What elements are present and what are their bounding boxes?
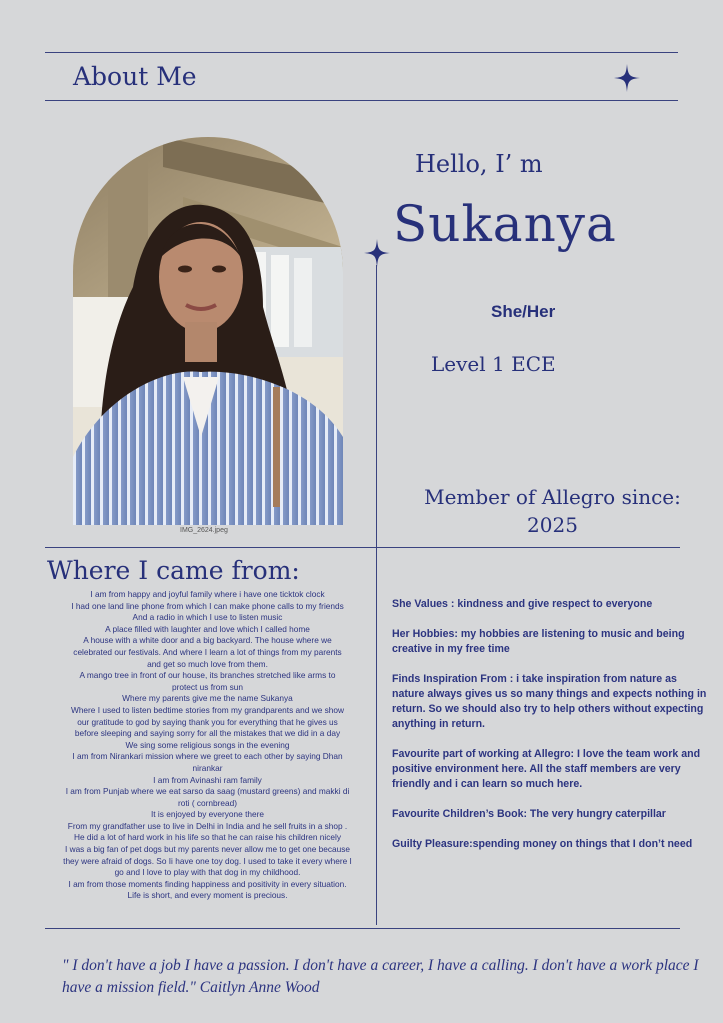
pronouns: She/Her	[491, 302, 556, 321]
poem-line: before sleeping and saying sorry for all the mistakes that we did in a day	[74, 728, 341, 739]
poem-line: And a radio in which I use to listen music	[132, 612, 283, 623]
poem-line: celebrated our festivals. And where I learn a lot of things from my parents	[73, 646, 342, 657]
fact-item: Favourite part of working at Allegro: I love the team work and positive environment here. All the staff members are very friendly and i can learn so much here.	[392, 748, 701, 790]
poem-line: Where I used to listen bedtime stories from my grandparents and we show	[70, 704, 344, 715]
member-since	[420, 483, 685, 539]
origin-poem	[45, 589, 370, 902]
poem-line: I am from happy and joyful family where i have one ticktok clock	[90, 589, 325, 599]
poem-line: A mango tree in front of our house, its branches stretched like arms to	[79, 670, 336, 681]
poem-line: A house with a white door and a big backyard. The house where we	[83, 635, 332, 646]
poem-line: I was a big fan of pet dogs but my parents never allow me to get one because	[64, 844, 351, 855]
poem-line: I am from Punjab where we eat sarso da saag (mustard greens) and makki di	[65, 786, 350, 797]
poem-line: they were afraid of dogs. So Ii have one toy dog. I used to take it every where I	[63, 855, 352, 866]
member-label: Member of Allegro since:	[424, 485, 681, 509]
header-bottom-rule	[45, 100, 678, 101]
poem-line: We sing some religious songs in the evening	[125, 739, 290, 750]
profile-photo	[73, 137, 343, 525]
poem-line: I am from Nirankari mission where we greet to each other by saying Dhan	[72, 751, 343, 762]
sparkle-star-icon	[614, 64, 640, 92]
middle-rule	[45, 547, 680, 548]
center-divider	[376, 265, 377, 925]
bottom-rule	[45, 928, 680, 929]
poem-line: I am from Avinashi ram family	[153, 774, 262, 785]
page-title: About Me	[73, 62, 197, 91]
fact-item: Her Hobbies: my hobbies are listening to music and being creative in my free time	[392, 628, 685, 655]
poem-line: A place filled with laughter and love which I called home	[105, 623, 310, 634]
origin-heading: Where I came from:	[47, 556, 300, 585]
poem-line: I am from those moments finding happiness and positivity in every situation.	[68, 878, 347, 889]
quote: " I don't have a job I have a passion. I don't have a career, I have a calling. I don't have a work place I have a mission field." Caitlyn Anne Wood	[62, 957, 699, 996]
person-name: Sukanya	[393, 195, 617, 253]
poem-line: nirankar	[192, 762, 223, 773]
level: Level 1 ECE	[431, 352, 556, 376]
poem-line: He did a lot of hard work in his life so that he can raise his children nicely	[73, 832, 342, 843]
poem-line: From my grandfather use to live in Delhi in India and he sell fruits in a shop .	[67, 820, 348, 831]
poem-line: Where my parents give me the name Sukanya	[122, 693, 293, 704]
fact-item: She Values : kindness and give respect to everyone	[392, 598, 653, 610]
poem-line: I had one land line phone from which I can make phone calls to my friends	[71, 600, 344, 611]
poem-line: our gratitude to god by saying thank you for everything that he gives us	[77, 716, 338, 727]
poem-line: Life is short, and every moment is precious.	[127, 890, 288, 901]
fact-item: Finds Inspiration From : i take inspiration from nature as nature always gives us so many things and expects nothing in return. So we should also try to help others without expecting anything in return.	[392, 673, 707, 730]
poem-line: and get so much love from them.	[147, 658, 268, 669]
fact-item: Guilty Pleasure:spending money on things that I don’t need	[392, 838, 693, 850]
poem-line: go and I love to play with that dog in my childhood.	[114, 867, 301, 878]
poem-line: It is enjoyed by everyone there	[151, 809, 264, 820]
fact-item: Favourite Children’s Book: The very hungry caterpillar	[392, 808, 666, 820]
member-year: 2025	[527, 513, 578, 537]
greeting: Hello, I’ m	[415, 150, 543, 178]
facts-list	[392, 597, 707, 867]
sparkle-star-icon	[364, 239, 390, 267]
poem-line: roti ( cornbread)	[177, 797, 238, 808]
header-top-rule	[45, 52, 678, 53]
poem-line: protect us from sun	[171, 681, 243, 692]
photo-caption: IMG_2624.jpeg	[180, 527, 228, 534]
